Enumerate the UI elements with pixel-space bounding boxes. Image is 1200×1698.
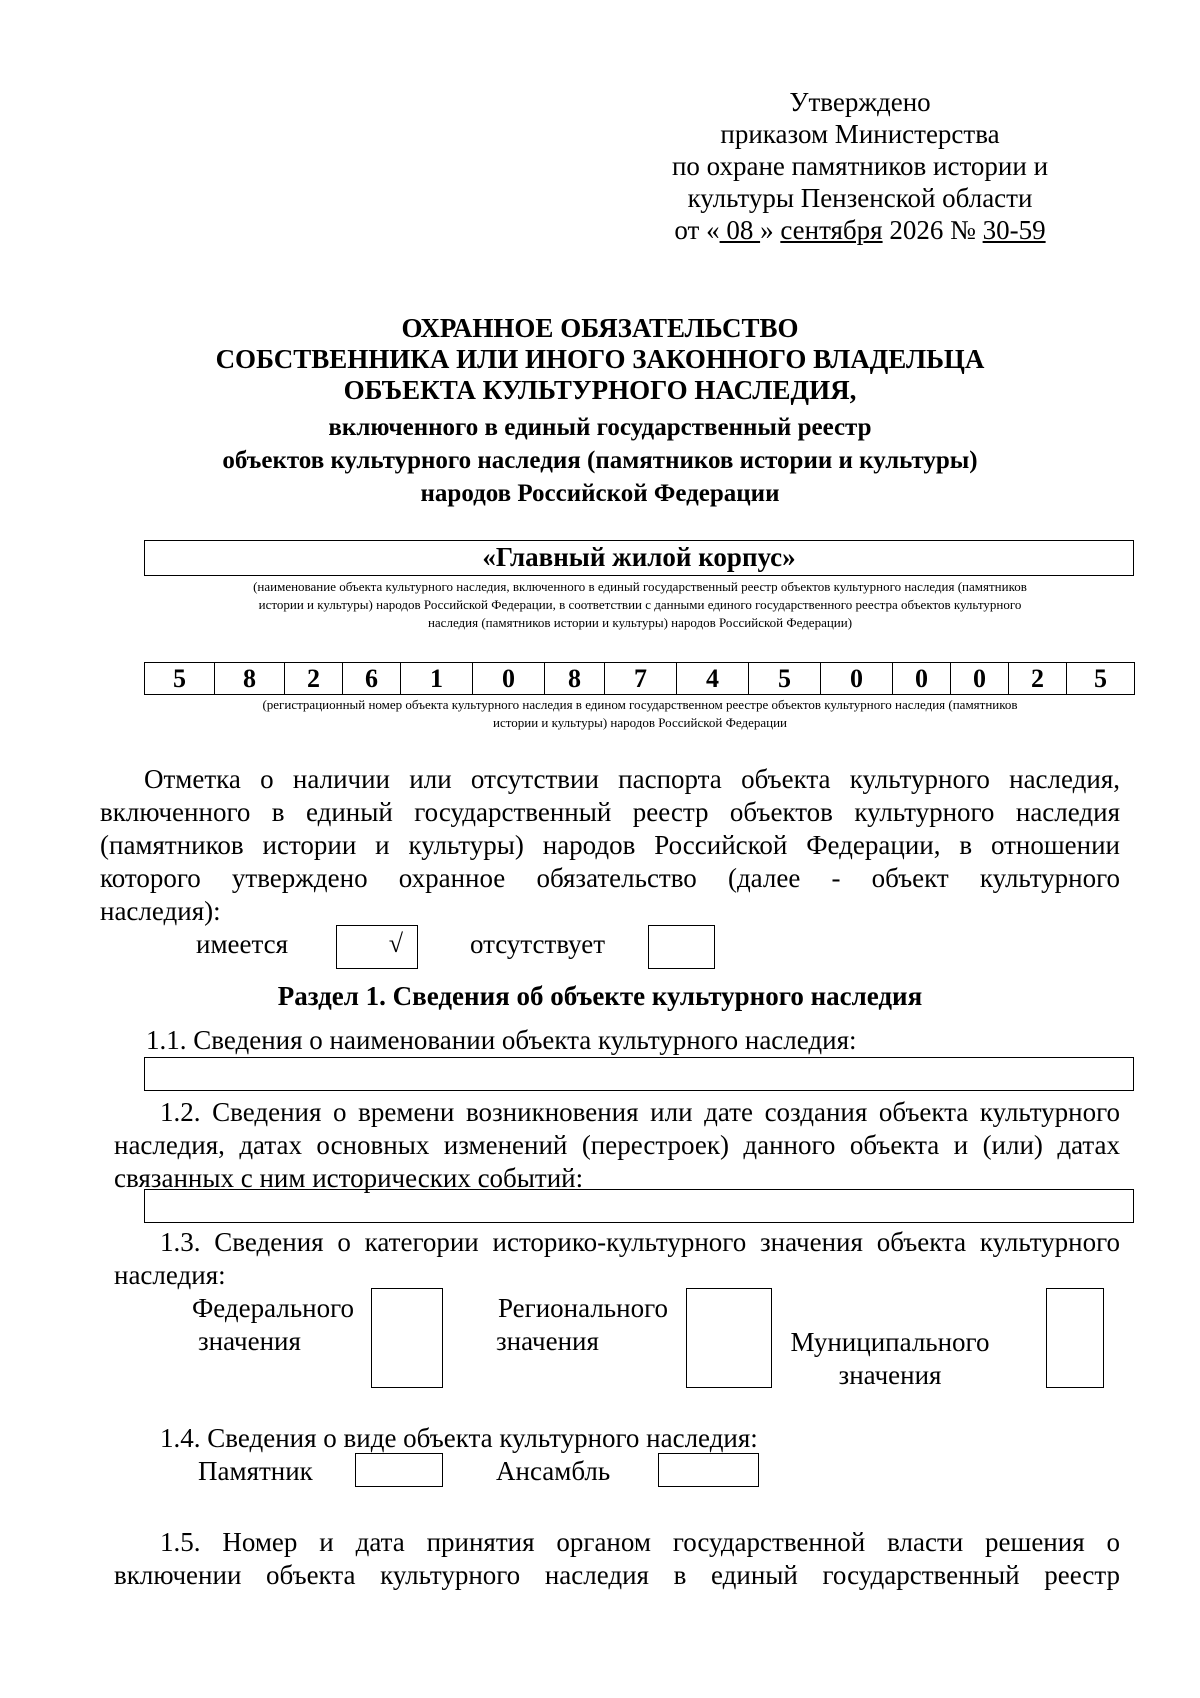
label-line: Муниципального (790, 1327, 990, 1357)
paragraph-line: 1.2. Сведения о времени возникновения или дате создания объекта культурного (160, 1097, 1120, 1127)
passport-absent-checkbox[interactable] (648, 925, 715, 969)
paragraph-line: включении объекта культурного наследия в единый государственный реестр (114, 1560, 1120, 1590)
registration-caption (140, 696, 1140, 732)
paragraph-line: связанных с ним исторических событий: (114, 1163, 584, 1193)
section-1-1-label: 1.1. Сведения о наименовании объекта культурного наследия: (146, 1025, 857, 1055)
approval-date-line (640, 214, 1080, 246)
paragraph-line: (памятников истории и культуры) народов Российской Федерации, в отношении (100, 830, 1120, 860)
reg-digit-cell[interactable]: 8 (215, 663, 285, 695)
federal-label (178, 1292, 368, 1358)
monument-checkbox[interactable] (355, 1453, 443, 1487)
approval-line: приказом Министерства (720, 119, 1000, 149)
reg-digit-cell[interactable]: 0 (821, 663, 893, 695)
paragraph-line: наследия, датах основных изменений (перестроек) данного объекта и (или) датах (114, 1130, 1120, 1160)
reg-digit-cell[interactable]: 2 (285, 663, 343, 695)
document-title-line: ОБЪЕКТА КУЛЬТУРНОГО НАСЛЕДИЯ, (343, 375, 857, 405)
passport-absent-label: отсутствует (470, 929, 606, 959)
reg-digit-cell[interactable]: 0 (951, 663, 1009, 695)
passport-has-label: имеется (196, 929, 289, 959)
object-name-field[interactable]: «Главный жилой корпус» (144, 540, 1134, 576)
reg-digit-cell[interactable]: 0 (893, 663, 951, 695)
label-line: значения (198, 1326, 301, 1356)
caption-line: истории и культуры) народов Российской Федерации (493, 715, 787, 730)
paragraph-line: которого утверждено охранное обязательство (далее - объект культурного (100, 863, 1120, 893)
regional-label (488, 1292, 678, 1358)
approval-year: 2026 № (882, 215, 983, 245)
section-1-3-paragraph (114, 1226, 1120, 1292)
paragraph-line: включенного в единый государственный реестр объектов культурного наследия (100, 797, 1120, 827)
reg-digit-cell[interactable]: 8 (545, 663, 605, 695)
municipal-checkbox[interactable] (1046, 1288, 1104, 1388)
passport-paragraph (100, 763, 1120, 928)
object-name-input[interactable] (144, 1057, 1134, 1091)
approval-month: сентября (780, 215, 883, 245)
approval-line: по охране памятников истории и (671, 151, 1049, 181)
reg-digit-cell[interactable]: 5 (145, 663, 215, 695)
reg-digit-cell[interactable]: 4 (677, 663, 749, 695)
reg-digit-cell[interactable]: 5 (749, 663, 821, 695)
label-line: Регионального (498, 1293, 668, 1323)
paragraph-line: 1.5. Номер и дата принятия органом государственной власти решения о (160, 1527, 1120, 1557)
section-1-2-paragraph (114, 1096, 1120, 1195)
label-line: Федерального (191, 1293, 355, 1323)
caption-line: истории и культуры) народов Российской Федерации, в соответствии с данными единого государственного реестра объектов культурного (258, 597, 1022, 612)
paragraph-line: 1.3. Сведения о категории историко-культурного значения объекта культурного (160, 1227, 1120, 1257)
section-1-5-paragraph (114, 1526, 1120, 1592)
reg-digit-cell[interactable]: 7 (605, 663, 677, 695)
ensemble-checkbox[interactable] (658, 1453, 759, 1487)
approval-line: Утверждено (789, 87, 931, 117)
reg-digit-cell[interactable]: 1 (401, 663, 473, 695)
registration-number-table (144, 662, 1135, 695)
document-title-line: СОБСТВЕННИКА ИЛИ ИНОГО ЗАКОННОГО ВЛАДЕЛЬЦА (215, 344, 985, 374)
document-subtitle-line: объектов культурного наследия (памятников истории и культуры) (222, 447, 978, 474)
approval-line: культуры Пензенской области (687, 183, 1033, 213)
date-mid: » (760, 215, 781, 245)
passport-has-checkbox[interactable]: √ (336, 925, 418, 969)
section-1-4-label: 1.4. Сведения о виде объекта культурного наследия: (160, 1423, 758, 1453)
label-line: значения (838, 1360, 942, 1390)
paragraph-line: наследия): (100, 896, 221, 926)
document-title-line: ОХРАННОЕ ОБЯЗАТЕЛЬСТВО (401, 313, 799, 343)
approval-day: 08 (719, 215, 761, 245)
monument-label: Памятник (198, 1456, 313, 1486)
paragraph-line: наследия: (114, 1260, 226, 1290)
caption-line: наследия (памятников истории и культуры) народов Российской Федерации) (427, 615, 853, 630)
document-subtitle-line: народов Российской Федерации (420, 480, 780, 507)
object-name-caption (140, 578, 1140, 632)
federal-checkbox[interactable] (371, 1288, 443, 1388)
label-line: значения (496, 1326, 599, 1356)
date-prefix: от « (674, 215, 720, 245)
reg-digit-cell[interactable]: 5 (1067, 663, 1135, 695)
section-1-heading: Раздел 1. Сведения об объекте культурного наследия (277, 981, 923, 1011)
approval-number: 30-59 (982, 215, 1046, 245)
reg-digit-cell[interactable]: 0 (473, 663, 545, 695)
approval-block (640, 86, 1080, 246)
reg-digit-cell[interactable]: 2 (1009, 663, 1067, 695)
paragraph-line: Отметка о наличии или отсутствии паспорта объекта культурного наследия, (144, 764, 1120, 794)
caption-line: (регистрационный номер объекта культурного наследия в едином государственном реестре объектов культурного наследия (памятников (262, 697, 1018, 712)
ensemble-label: Ансамбль (496, 1456, 611, 1486)
caption-line: (наименование объекта культурного наследия, включенного в единый государственный реестр объектов культурного наследия (памятников (253, 579, 1027, 594)
document-subtitle-line: включенного в единый государственный реестр (328, 414, 872, 441)
creation-date-input[interactable] (144, 1189, 1134, 1223)
municipal-label (780, 1326, 1000, 1392)
reg-digit-cell[interactable]: 6 (343, 663, 401, 695)
regional-checkbox[interactable] (686, 1288, 772, 1388)
